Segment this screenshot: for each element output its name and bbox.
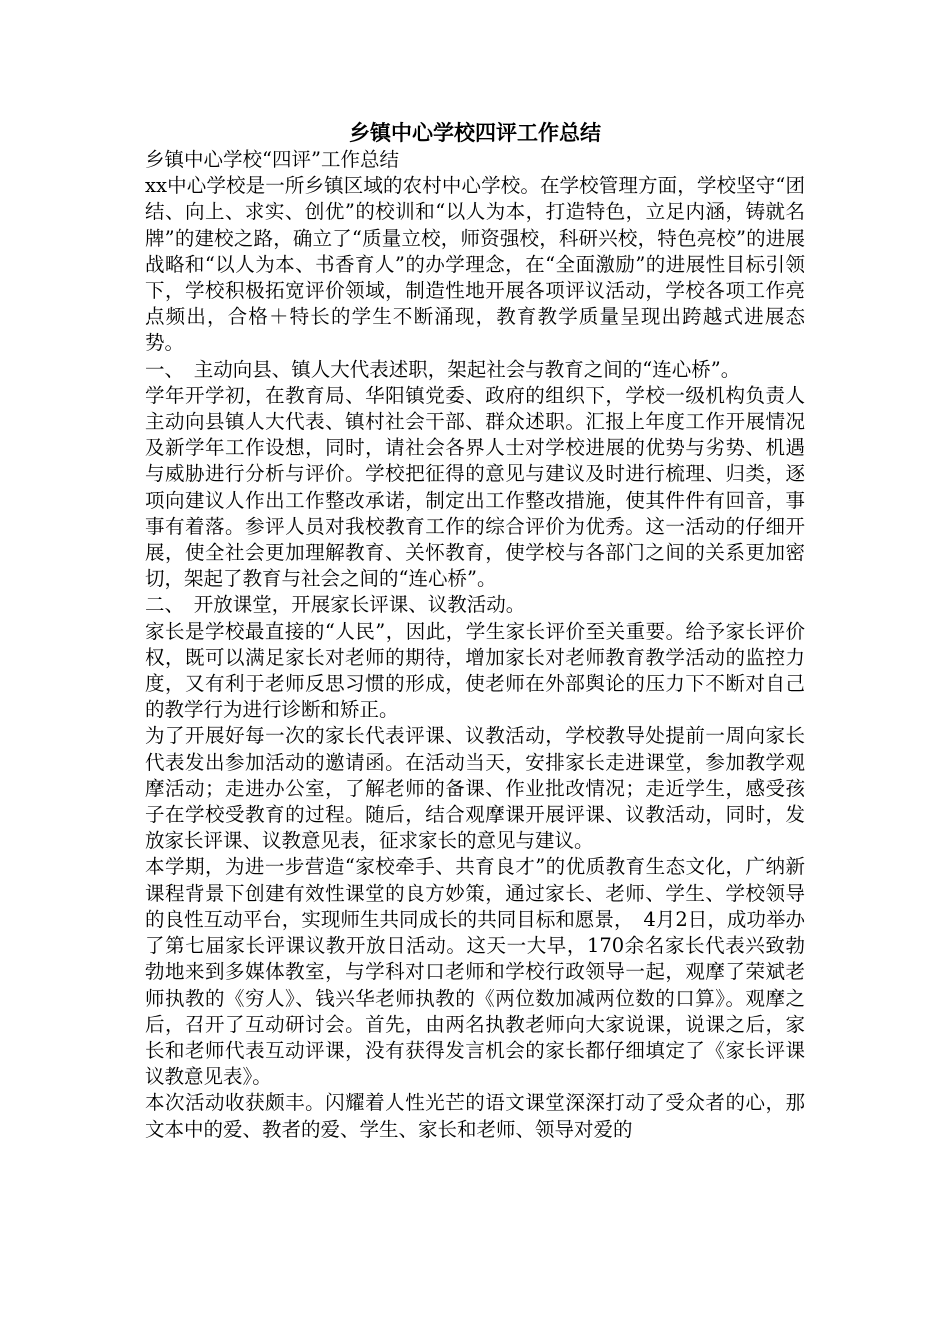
section-heading-1: 一、 主动向县、镇人大代表述职，架起社会与教育之间的“连心桥”。 bbox=[145, 357, 741, 381]
paragraph-intro: xx中心学校是一所乡镇区域的农村中心学校。在学校管理方面，学校坚守“团结、向上、求实、创优”的校训和“以人为本，打造特色，立足内涵，铸就名牌”的建校之路，确立了“质量立校，师资强校，科研兴校，特色亮校”的进展战略和“以人为本、书香育人”的办学理念，在“全面激励”的进展性目标引领下，学校积极拓宽评价领域，制造性地开展各项评议活动，学校各项工作亮点频出，合格＋特长的学生不断涌现，教育教学质量呈现出跨越式进展态势。 bbox=[145, 174, 805, 355]
paragraph-section-2b: 为了开展好每一次的家长代表评课、议教活动，学校教导处提前一周向家长代表发出参加活动的邀请函。在活动当天，安排家长走进课堂，参加教学观摩活动；走进办公室，了解老师的备课、作业批改情况；走近学生，感受孩子在学校受教育的过程。随后，结合观摩课开展评课、议教活动，同时，发放家长评课、议教意见表，征求家长的意见与建议。 bbox=[145, 724, 805, 853]
document-title: 乡镇中心学校四评工作总结 bbox=[349, 121, 601, 145]
section-heading-2: 二、 开放课堂，开展家长评课、议教活动。 bbox=[145, 593, 526, 617]
paragraph-section-1: 学年开学初，在教育局、华阳镇党委、政府的组织下，学校一级机构负责人主动向县镇人大代表、镇村社会干部、群众述职。汇报上年度工作开展情况及新学年工作设想，同时，请社会各界人士对学校进展的优势与劣势、机遇与威胁进行分析与评价。学校把征得的意见与建议及时进行梳理、归类，逐项向建议人作出工作整改承诺，制定出工作整改措施，使其件件有回音，事事有着落。参评人员对我校教育工作的综合评价为优秀。这一活动的仔细开展，使全社会更加理解教育、关怀教育，使学校与各部门之间的关系更加密切，架起了教育与社会之间的“连心桥”。 bbox=[145, 383, 805, 591]
document-page bbox=[145, 120, 805, 1143]
paragraph-section-2c: 本学期，为进一步营造“家校牵手、共育良才”的优质教育生态文化，广纳新课程背景下创建有效性课堂的良方妙策，通过家长、老师、学生、学校领导的良性互动平台，实现师生共同成长的共同目标和愿景， 4月2日，成功举办了第七届家长评课议教开放日活动。这天一大早，170余名家长代表兴致勃勃地来到多媒体教室，与学科对口老师和学校行政领导一起，观摩了荣斌老师执教的《穷人》、钱兴华老师执教的《两位数加减两位数的口算》。观摩之后，召开了互动研讨会。首先，由两名执教老师向大家说课，说课之后，家长和老师代表互动评课，没有获得发言机会的家长都仔细填定了《家长评课议教意见表》。 bbox=[145, 855, 805, 1089]
paragraph-subtitle: 乡镇中心学校“四评”工作总结 bbox=[145, 148, 399, 171]
paragraph-section-2d: 本次活动收获颇丰。闪耀着人性光芒的语文课堂深深打动了受众者的心，那文本中的爱、教者的爱、学生、家长和老师、领导对爱的 bbox=[145, 1091, 805, 1141]
paragraph-section-2a: 家长是学校最直接的“人民”，因此，学生家长评价至关重要。给予家长评价权，既可以满足家长对老师的期待，增加家长对老师教育教学活动的监控力度，又有利于老师反思习惯的形成，使老师在外部舆论的压力下不断对自己的教学行为进行诊断和矫正。 bbox=[145, 619, 805, 722]
